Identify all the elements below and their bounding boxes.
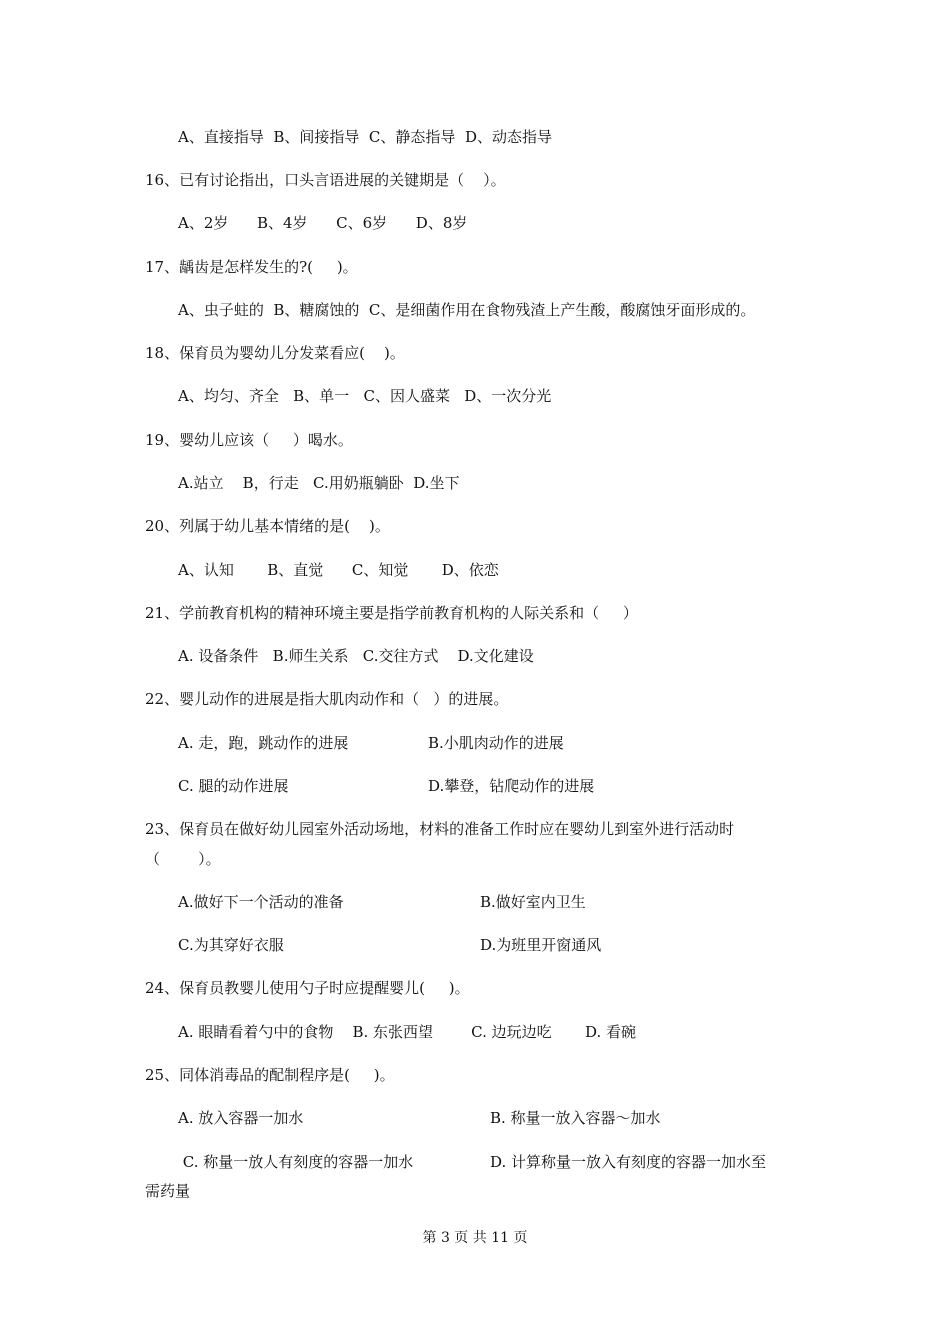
option-q25-b: B. 称量一放入容器～加水 bbox=[490, 1109, 661, 1127]
option-q25-d: D. 计算称量一放入有刻度的容器一加水至 bbox=[490, 1153, 767, 1171]
option-q23-c: C.为其穿好衣服 bbox=[178, 936, 284, 954]
option-q25-a: A. 放入容器一加水 bbox=[178, 1109, 304, 1127]
question-25: 25、同体消毒品的配制程序是( )。 bbox=[145, 1066, 395, 1084]
options-q16: A、2岁 B、4岁 C、6岁 D、8岁 bbox=[178, 214, 468, 232]
question-18: 18、保育员为婴幼儿分发菜看应( )。 bbox=[145, 344, 405, 362]
options-q18: A、均匀、齐全 B、单一 C、因人盛菜 D、一次分光 bbox=[178, 387, 552, 405]
question-22: 22、婴儿动作的进展是指大肌肉动作和（ ）的进展。 bbox=[145, 690, 509, 708]
options-q21: A. 设备条件 B.师生关系 C.交往方式 D.文化建设 bbox=[178, 647, 534, 665]
option-q23-b: B.做好室内卫生 bbox=[480, 893, 586, 911]
option-q22-d: D.攀登，钻爬动作的进展 bbox=[428, 777, 595, 795]
option-q22-c: C. 腿的动作进展 bbox=[178, 777, 289, 795]
question-23: 23、保育员在做好幼儿园室外活动场地，材料的准备工作时应在婴幼儿到室外进行活动时 bbox=[145, 820, 735, 838]
question-17: 17、龋齿是怎样发生的?( )。 bbox=[145, 258, 358, 276]
question-23-blank: （ ）。 bbox=[145, 850, 221, 868]
option-q23-d: D.为班里开窗通风 bbox=[480, 936, 602, 954]
option-q25-d-continued: 需药量 bbox=[145, 1182, 191, 1200]
question-19: 19、婴幼儿应该（ ）喝水。 bbox=[145, 431, 353, 449]
question-24: 24、保育员教婴儿使用勺子时应提醒婴儿( )。 bbox=[145, 979, 470, 997]
options-q17: A、虫子蛀的 B、糖腐蚀的 C、是细菌作用在食物残渣上产生酸，酸腐蚀牙面形成的。 bbox=[178, 301, 756, 319]
option-q23-a: A.做好下一个活动的准备 bbox=[178, 893, 344, 911]
question-20: 20、列属于幼儿基本情绪的是( )。 bbox=[145, 517, 390, 535]
option-q22-a: A. 走，跑，跳动作的进展 bbox=[178, 734, 349, 752]
options-q20: A、认知 B、直觉 C、知觉 D、依恋 bbox=[178, 561, 499, 579]
options-q24: A. 眼睛看着勺中的食物 B. 东张西望 C. 边玩边吃 D. 看碗 bbox=[178, 1023, 637, 1041]
question-16: 16、已有讨论指出，口头言语进展的关键期是（ ）。 bbox=[145, 171, 506, 189]
option-q22-b: B.小肌肉动作的进展 bbox=[428, 734, 564, 752]
page-number: 第 3 页 共 11 页 bbox=[422, 1230, 528, 1246]
options-q19: A.站立 B，行走 C.用奶瓶躺卧 D.坐下 bbox=[178, 474, 460, 492]
option-q25-c: C. 称量一放人有刻度的容器一加水 bbox=[178, 1153, 414, 1171]
options-q15: A、直接指导 B、间接指导 C、静态指导 D、动态指导 bbox=[178, 128, 552, 146]
question-21: 21、学前教育机构的精神环境主要是指学前教育机构的人际关系和（ ） bbox=[145, 604, 638, 622]
